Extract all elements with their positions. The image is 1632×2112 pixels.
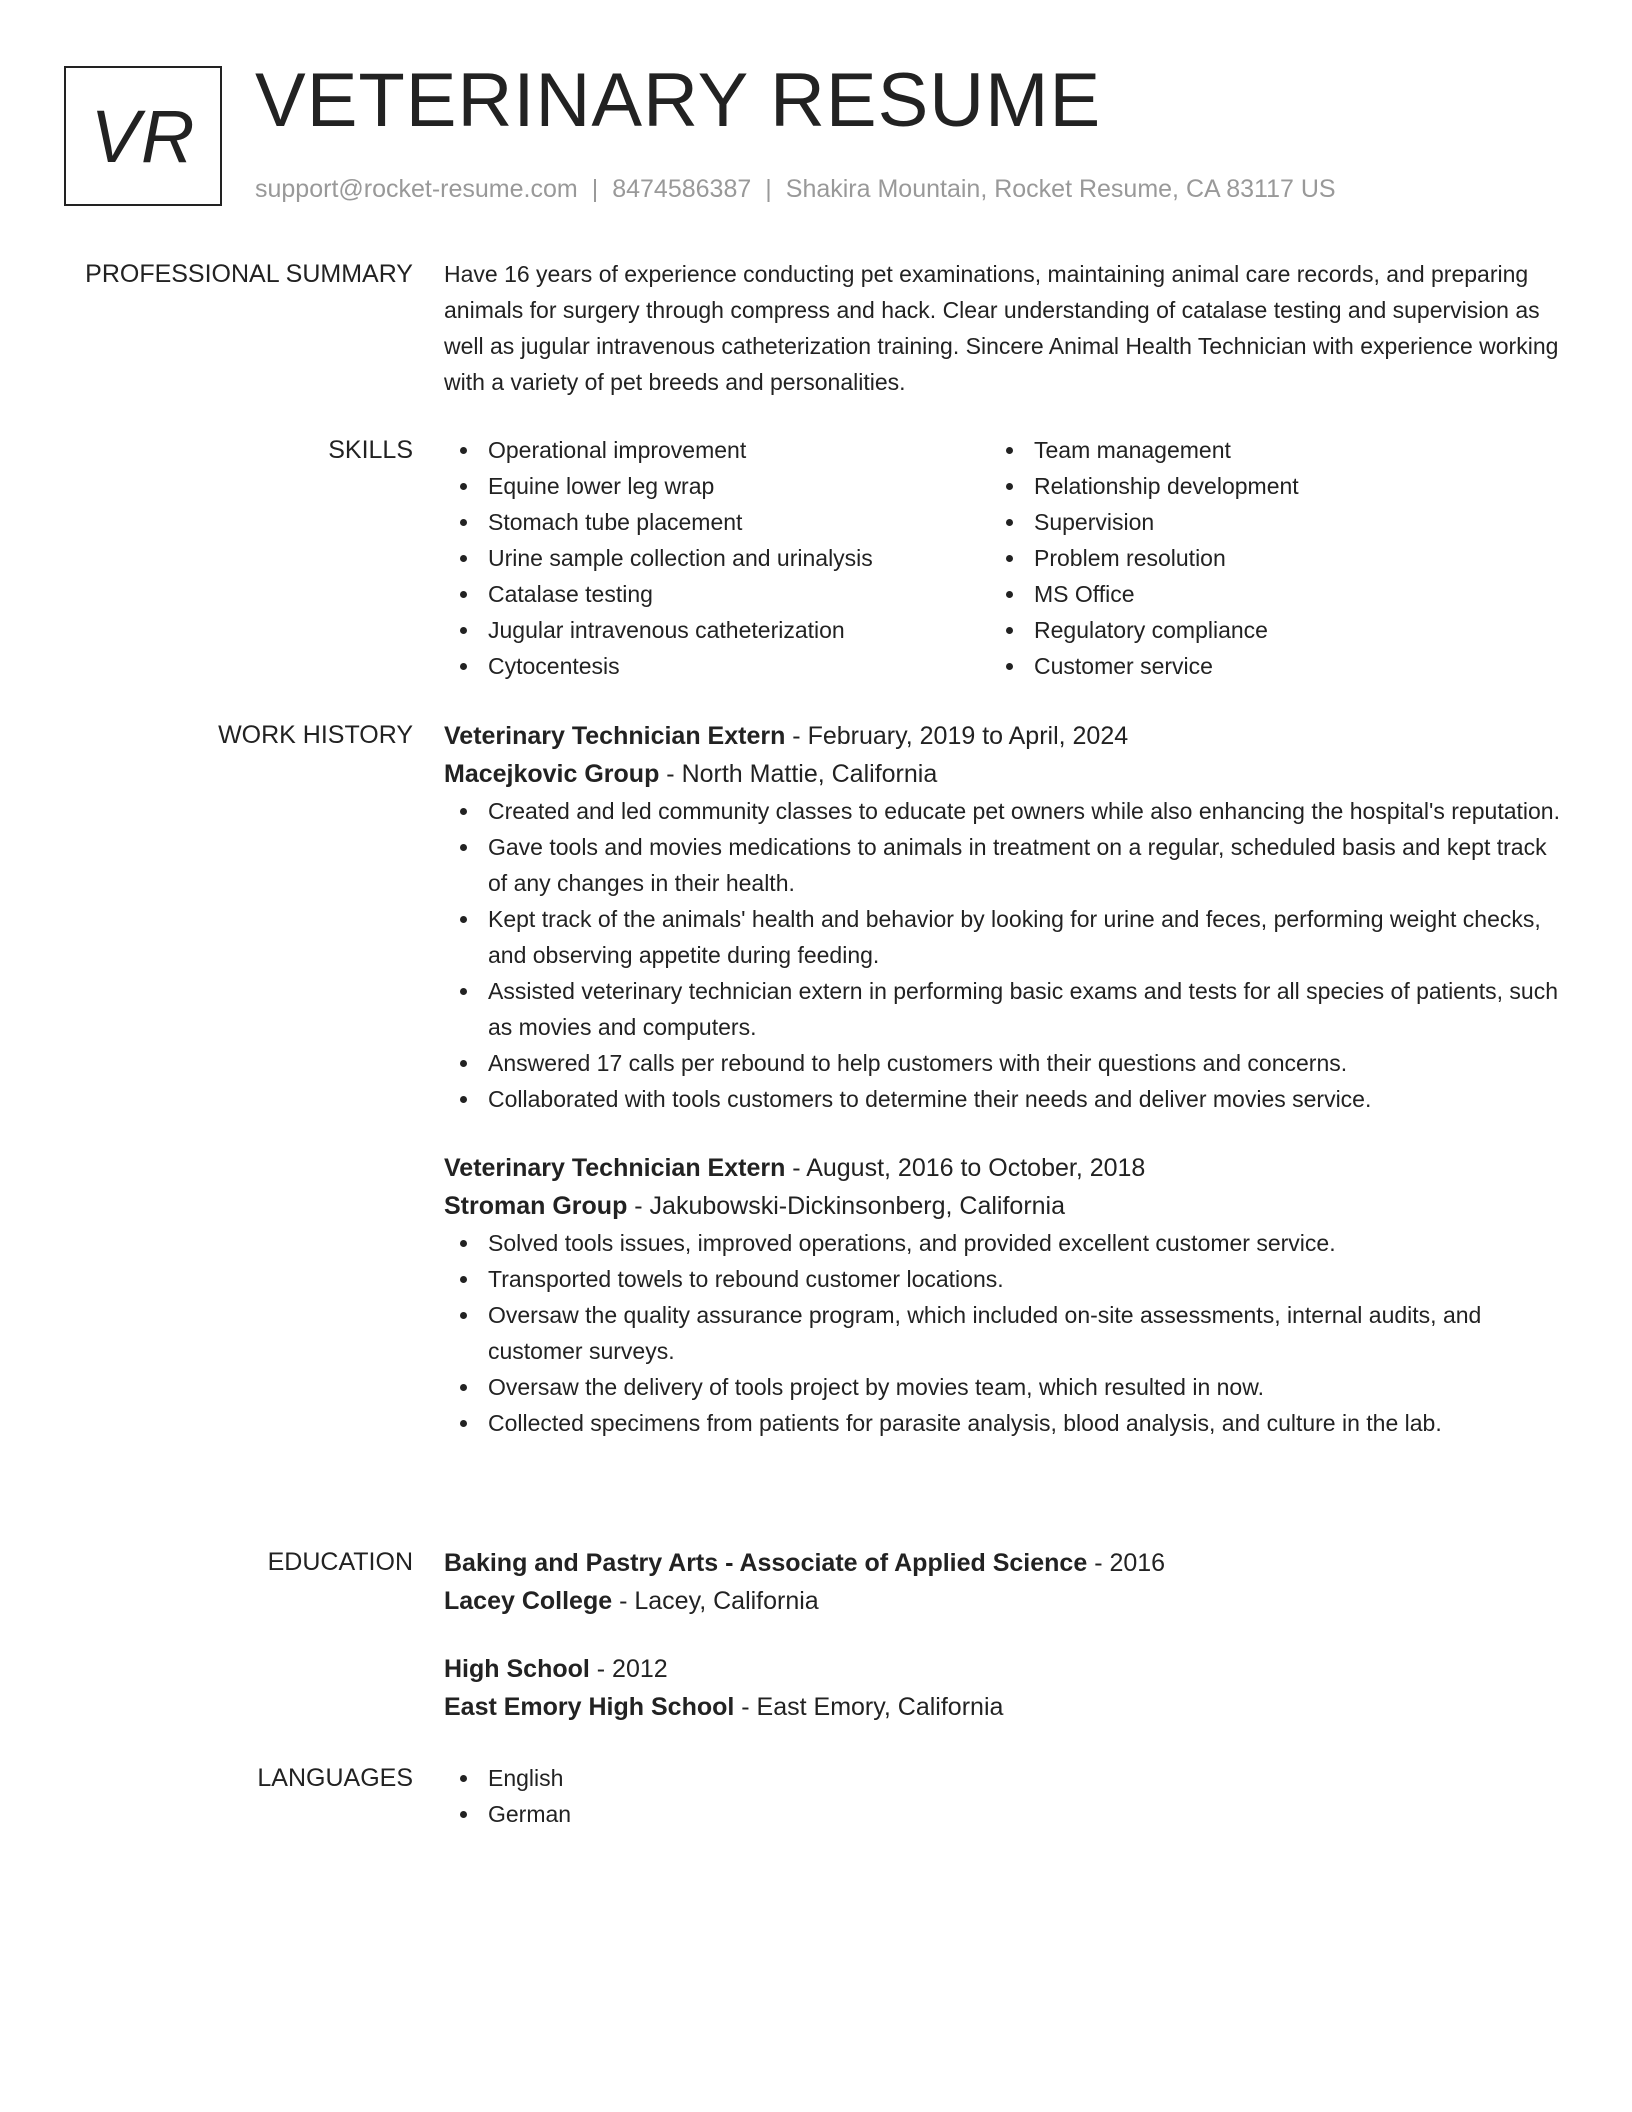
job-bullet: Assisted veterinary technician extern in performing basic exams and tests for all species of patients, such as movies and computers. xyxy=(488,973,1560,1045)
job-title: Veterinary Technician Extern xyxy=(444,1154,786,1182)
skill-item: Urine sample collection and urinalysis xyxy=(488,540,990,576)
education-body xyxy=(444,1544,1560,1726)
job-bullet: Collaborated with tools customers to determine their needs and deliver movies service. xyxy=(488,1081,1560,1117)
job-bullet: Created and led community classes to educate pet owners while also enhancing the hospital's reputation. xyxy=(488,793,1560,829)
contact-phone: 8474586387 xyxy=(612,175,752,203)
contact-separator: | xyxy=(765,175,772,203)
job-title-line xyxy=(444,717,1560,755)
language-item: English xyxy=(488,1760,1560,1796)
job-dates: - August, 2016 to October, 2018 xyxy=(785,1154,1146,1182)
section-label-education: EDUCATION xyxy=(267,1548,413,1576)
skill-item: MS Office xyxy=(1034,576,1536,612)
job-title: Veterinary Technician Extern xyxy=(444,722,786,750)
section-label-summary: PROFESSIONAL SUMMARY xyxy=(85,260,413,288)
skill-item: Supervision xyxy=(1034,504,1536,540)
skill-item: Relationship development xyxy=(1034,468,1536,504)
skills-column-left xyxy=(444,432,990,684)
job-bullet: Oversaw the delivery of tools project by movies team, which resulted in now. xyxy=(488,1369,1560,1405)
job-entry xyxy=(444,1149,1560,1441)
skill-item: Problem resolution xyxy=(1034,540,1536,576)
education-degree-line xyxy=(444,1650,1560,1688)
education-school-line xyxy=(444,1688,1560,1726)
summary-text: Have 16 years of experience conducting pet examinations, maintaining animal care records, and preparing animals for surgery through compress and hack. Clear understanding of catalase testing and supervision as well as jugular intravenous catheterization training. Sincere Animal Health Technician with experience working with a variety of pet breeds and personalities. xyxy=(444,261,1559,395)
job-entry xyxy=(444,717,1560,1117)
summary-body xyxy=(444,256,1560,400)
job-bullet: Collected specimens from patients for parasite analysis, blood analysis, and culture in the lab. xyxy=(488,1405,1560,1441)
education-year: - 2012 xyxy=(589,1655,668,1683)
education-year: - 2016 xyxy=(1087,1549,1166,1577)
languages-body xyxy=(444,1760,1560,1832)
job-bullet: Oversaw the quality assurance program, which included on-site assessments, internal audits, and customer surveys. xyxy=(488,1297,1560,1369)
skill-item: Jugular intravenous catheterization xyxy=(488,612,990,648)
education-school: East Emory High School xyxy=(444,1693,735,1721)
education-degree-line xyxy=(444,1544,1560,1582)
skill-item: Customer service xyxy=(1034,648,1536,684)
contact-email: support@rocket-resume.com xyxy=(255,175,578,203)
education-degree: High School xyxy=(444,1655,590,1683)
skill-item: Regulatory compliance xyxy=(1034,612,1536,648)
education-location: - East Emory, California xyxy=(734,1693,1004,1721)
skill-item: Equine lower leg wrap xyxy=(488,468,990,504)
skill-item: Cytocentesis xyxy=(488,648,990,684)
job-bullet: Kept track of the animals' health and behavior by looking for urine and feces, performing weight checks, and observing appetite during feeding. xyxy=(488,901,1560,973)
job-location: - Jakubowski-Dickinsonberg, California xyxy=(627,1192,1066,1220)
monogram-initials: VR xyxy=(90,94,196,178)
contact-separator: | xyxy=(591,175,599,203)
skill-item: Team management xyxy=(1034,432,1536,468)
job-company: Macejkovic Group xyxy=(444,760,660,788)
job-company: Stroman Group xyxy=(444,1192,628,1220)
education-school: Lacey College xyxy=(444,1587,613,1615)
skill-item: Operational improvement xyxy=(488,432,990,468)
job-org-line xyxy=(444,1187,1560,1225)
skills-column-right xyxy=(990,432,1536,684)
monogram-box xyxy=(64,66,222,206)
skill-item: Stomach tube placement xyxy=(488,504,990,540)
job-bullet: Answered 17 calls per rebound to help customers with their questions and concerns. xyxy=(488,1045,1560,1081)
education-entry xyxy=(444,1650,1560,1726)
education-location: - Lacey, California xyxy=(612,1587,819,1615)
job-bullet-list xyxy=(444,793,1560,1117)
job-bullet: Solved tools issues, improved operations, and provided excellent customer service. xyxy=(488,1225,1560,1261)
job-location: - North Mattie, California xyxy=(659,760,938,788)
job-bullet: Gave tools and movies medications to animals in treatment on a regular, scheduled basis and kept track of any changes in their health. xyxy=(488,829,1560,901)
job-bullet-list xyxy=(444,1225,1560,1441)
contact-address: Shakira Mountain, Rocket Resume, CA 83117 US xyxy=(785,175,1336,203)
contact-line xyxy=(255,174,1336,204)
education-school-line xyxy=(444,1582,1560,1620)
job-dates: - February, 2019 to April, 2024 xyxy=(785,722,1129,750)
education-degree: Baking and Pastry Arts - Associate of Applied Science xyxy=(444,1549,1088,1577)
education-entry xyxy=(444,1544,1560,1620)
language-item: German xyxy=(488,1796,1560,1832)
job-org-line xyxy=(444,755,1560,793)
skill-item: Catalase testing xyxy=(488,576,990,612)
resume-title: VETERINARY RESUME xyxy=(255,58,1102,143)
job-title-line xyxy=(444,1149,1560,1187)
job-bullet: Transported towels to rebound customer locations. xyxy=(488,1261,1560,1297)
section-label-work: WORK HISTORY xyxy=(218,721,413,749)
skills-body xyxy=(444,432,1560,684)
section-label-skills: SKILLS xyxy=(328,436,413,464)
work-body xyxy=(444,717,1560,1441)
section-label-languages: LANGUAGES xyxy=(257,1764,413,1792)
